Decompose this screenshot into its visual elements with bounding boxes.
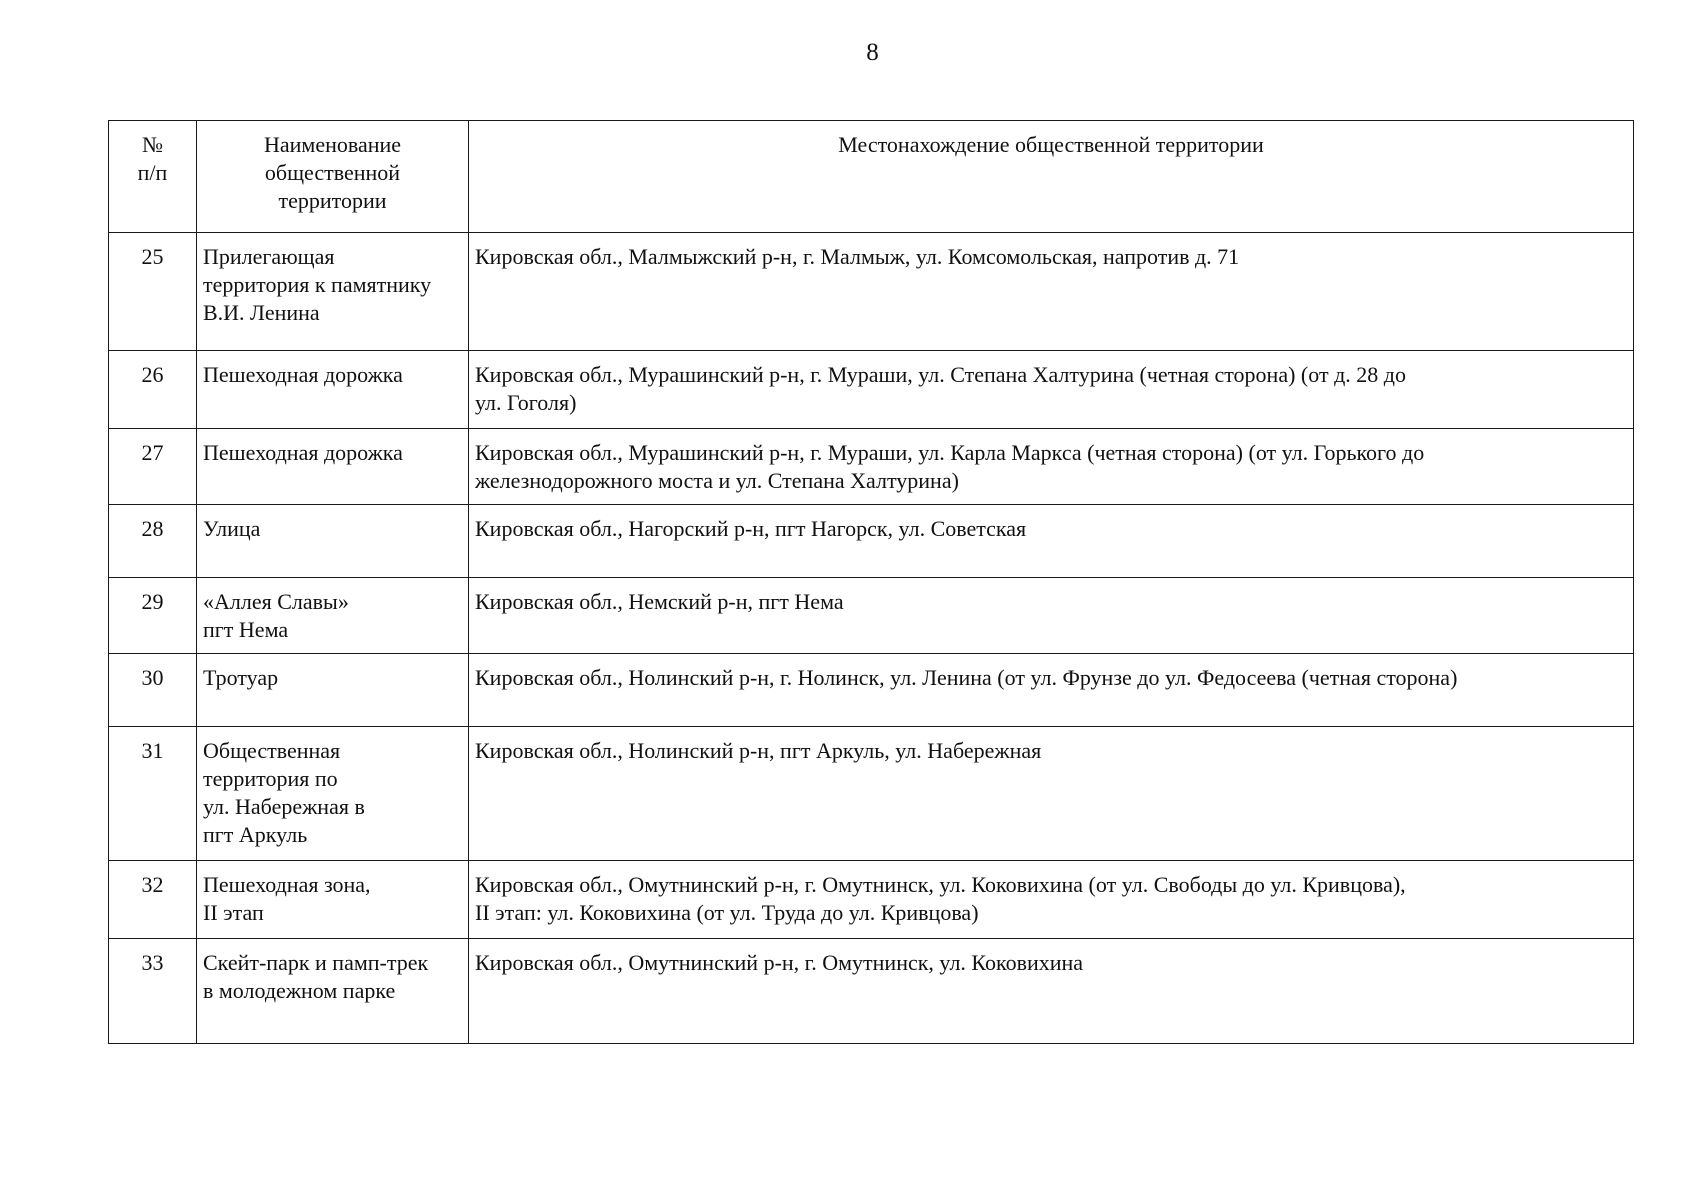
page-number: 8 (866, 39, 879, 66)
table-row (109, 578, 1634, 654)
row-location: Кировская обл., Омутнинский р-н, г. Омутнинск, ул. Коковихина (469, 939, 1634, 1044)
row-name: Улица (197, 505, 469, 578)
row-name: «Аллея Славы» пгт Нема (197, 578, 469, 654)
row-num: 27 (109, 429, 197, 505)
table-row (109, 861, 1634, 939)
row-name: Пешеходная дорожка (197, 429, 469, 505)
row-location: Кировская обл., Мурашинский р-н, г. Мураши, ул. Карла Маркса (четная сторона) (от ул. Горького до железнодорожного моста и ул. Степана Халтурина) (469, 429, 1634, 505)
row-num: 26 (109, 351, 197, 429)
table-header-row (109, 121, 1634, 233)
row-location: Кировская обл., Нолинский р-н, г. Нолинск, ул. Ленина (от ул. Фрунзе до ул. Федосеева (четная сторона) (469, 654, 1634, 727)
table-row (109, 939, 1634, 1044)
row-num: 25 (109, 233, 197, 351)
table-row (109, 429, 1634, 505)
row-name: Прилегающая территория к памятнику В.И. Ленина (197, 233, 469, 351)
row-location: Кировская обл., Немский р-н, пгт Нема (469, 578, 1634, 654)
row-name: Тротуар (197, 654, 469, 727)
row-location: Кировская обл., Нолинский р-н, пгт Аркуль, ул. Набережная (469, 727, 1634, 861)
row-num: 28 (109, 505, 197, 578)
row-num: 30 (109, 654, 197, 727)
row-location: Кировская обл., Мурашинский р-н, г. Мураши, ул. Степана Халтурина (четная сторона) (от д. 28 до ул. Гоголя) (469, 351, 1634, 429)
table-row (109, 727, 1634, 861)
table-row (109, 351, 1634, 429)
row-name: Пешеходная зона, II этап (197, 861, 469, 939)
row-name: Общественная территория по ул. Набережная в пгт Аркуль (197, 727, 469, 861)
row-location: Кировская обл., Малмыжский р-н, г. Малмыж, ул. Комсомольская, напротив д. 71 (469, 233, 1634, 351)
table-row (109, 233, 1634, 351)
table-row (109, 505, 1634, 578)
row-num: 31 (109, 727, 197, 861)
territories-table (108, 120, 1634, 1044)
table-row (109, 654, 1634, 727)
header-num: № п/п (109, 121, 197, 233)
row-location: Кировская обл., Омутнинский р-н, г. Омутнинск, ул. Коковихина (от ул. Свободы до ул. Кривцова), II этап: ул. Коковихина (от ул. Труда до ул. Кривцова) (469, 861, 1634, 939)
row-name: Пешеходная дорожка (197, 351, 469, 429)
row-num: 29 (109, 578, 197, 654)
row-location: Кировская обл., Нагорский р-н, пгт Нагорск, ул. Советская (469, 505, 1634, 578)
row-num: 32 (109, 861, 197, 939)
row-num: 33 (109, 939, 197, 1044)
header-name: Наименование общественной территории (197, 121, 469, 233)
header-location: Местонахождение общественной территории (469, 121, 1634, 233)
row-name: Скейт-парк и памп-трек в молодежном парке (197, 939, 469, 1044)
